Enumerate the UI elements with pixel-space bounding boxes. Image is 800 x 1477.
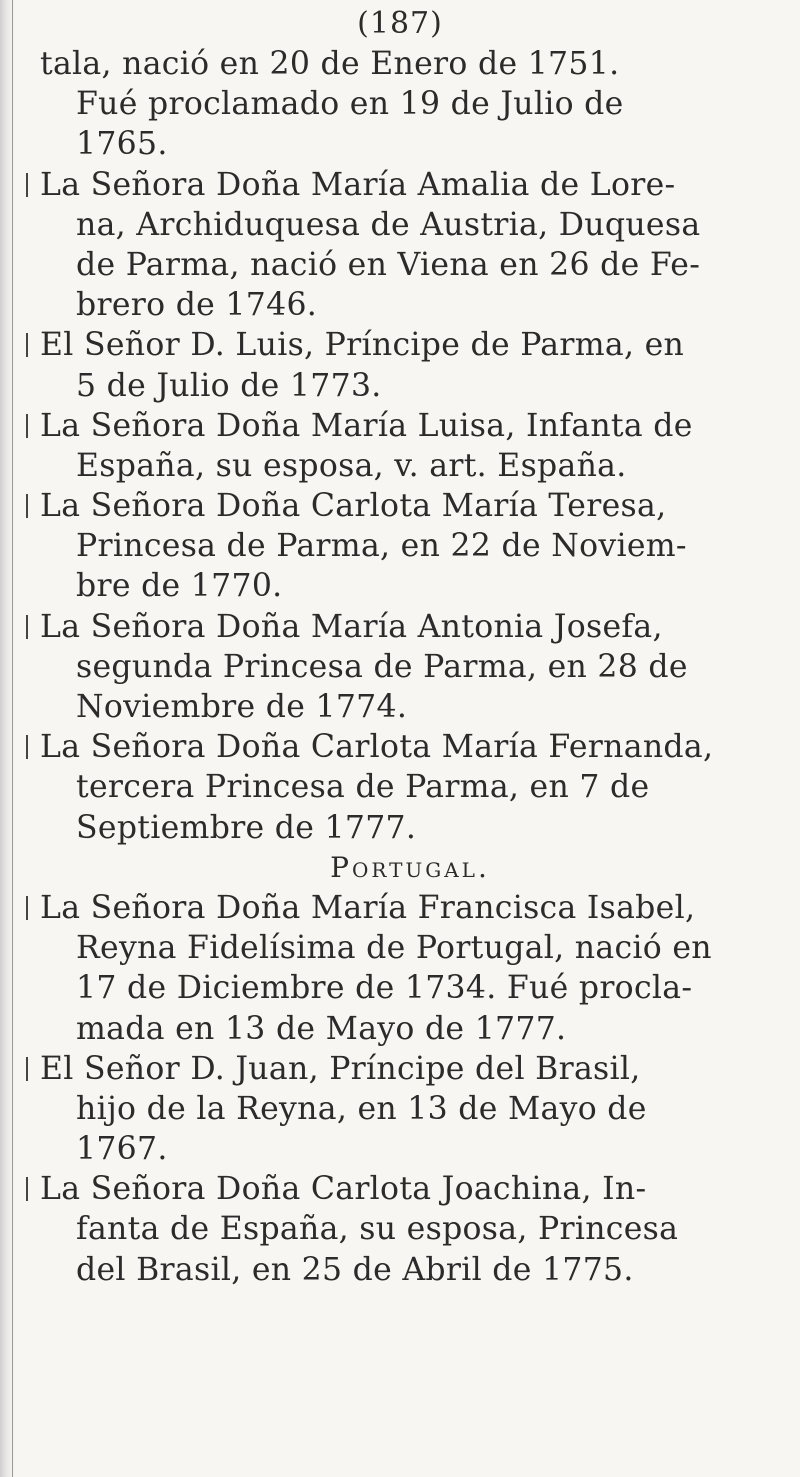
text-line: La Señora Doña Carlota María Fernanda, <box>40 727 780 767</box>
text-line: España, su esposa, v. art. España. <box>76 447 627 484</box>
text-line: Septiembre de 1777. <box>76 809 417 846</box>
text-line: Fué proclamado en 19 de Julio de <box>76 86 624 123</box>
text-line: La Señora Doña Carlota Joachina, In- <box>40 1169 780 1209</box>
text-line: La Señora Doña María Amalia de Lore- <box>40 165 780 205</box>
text-block <box>40 44 780 1290</box>
text-line: 17 de Diciembre de 1734. Fué procla- <box>76 970 693 1007</box>
text-line: La Señora Doña Carlota María Teresa, <box>40 486 780 526</box>
text-line: segunda Princesa de Parma, en 28 de <box>76 648 688 685</box>
text-line: Noviembre de 1774. <box>76 689 408 725</box>
text-line: 1767. <box>76 1131 168 1168</box>
text-line: fanta de España, su esposa, Princesa <box>76 1211 679 1248</box>
text-line: Reyna Fidelísima de Portugal, nació en <box>76 930 712 967</box>
text-line: La Señora Doña María Luisa, Infanta de <box>40 406 780 446</box>
text-line: brero de 1746. <box>76 287 318 324</box>
text-line: La Señora Doña María Francisca Isabel, <box>40 888 780 928</box>
section-heading: Portugal. <box>330 850 490 884</box>
text-line: na, Archiduquesa de Austria, Duquesa <box>76 206 701 243</box>
text-line: El Señor D. Juan, Príncipe del Brasil, <box>40 1049 780 1089</box>
text-line: La Señora Doña María Antonia Josefa, <box>40 607 780 647</box>
text-line: Princesa de Parma, en 22 de Noviem- <box>76 528 687 565</box>
page-gutter-shadow <box>0 0 16 1477</box>
text-line: mada en 13 de Mayo de 1777. <box>76 1010 567 1047</box>
text-line: tala, nació en 20 de Enero de 1751. <box>40 46 620 82</box>
text-line: 1765. <box>76 126 168 163</box>
text-line: bre de 1770. <box>76 568 283 605</box>
text-line: hijo de la Reyna, en 13 de Mayo de <box>76 1090 647 1127</box>
text-line: del Brasil, en 25 de Abril de 1775. <box>76 1251 634 1288</box>
page-number: (187) <box>357 6 443 41</box>
text-line: El Señor D. Luis, Príncipe de Parma, en <box>40 325 780 365</box>
text-line: 5 de Julio de 1773. <box>76 367 382 404</box>
binding-line <box>12 0 13 1477</box>
text-line: de Parma, nació en Viena en 26 de Fe- <box>76 246 701 283</box>
text-line: tercera Princesa de Parma, en 7 de <box>76 769 650 806</box>
